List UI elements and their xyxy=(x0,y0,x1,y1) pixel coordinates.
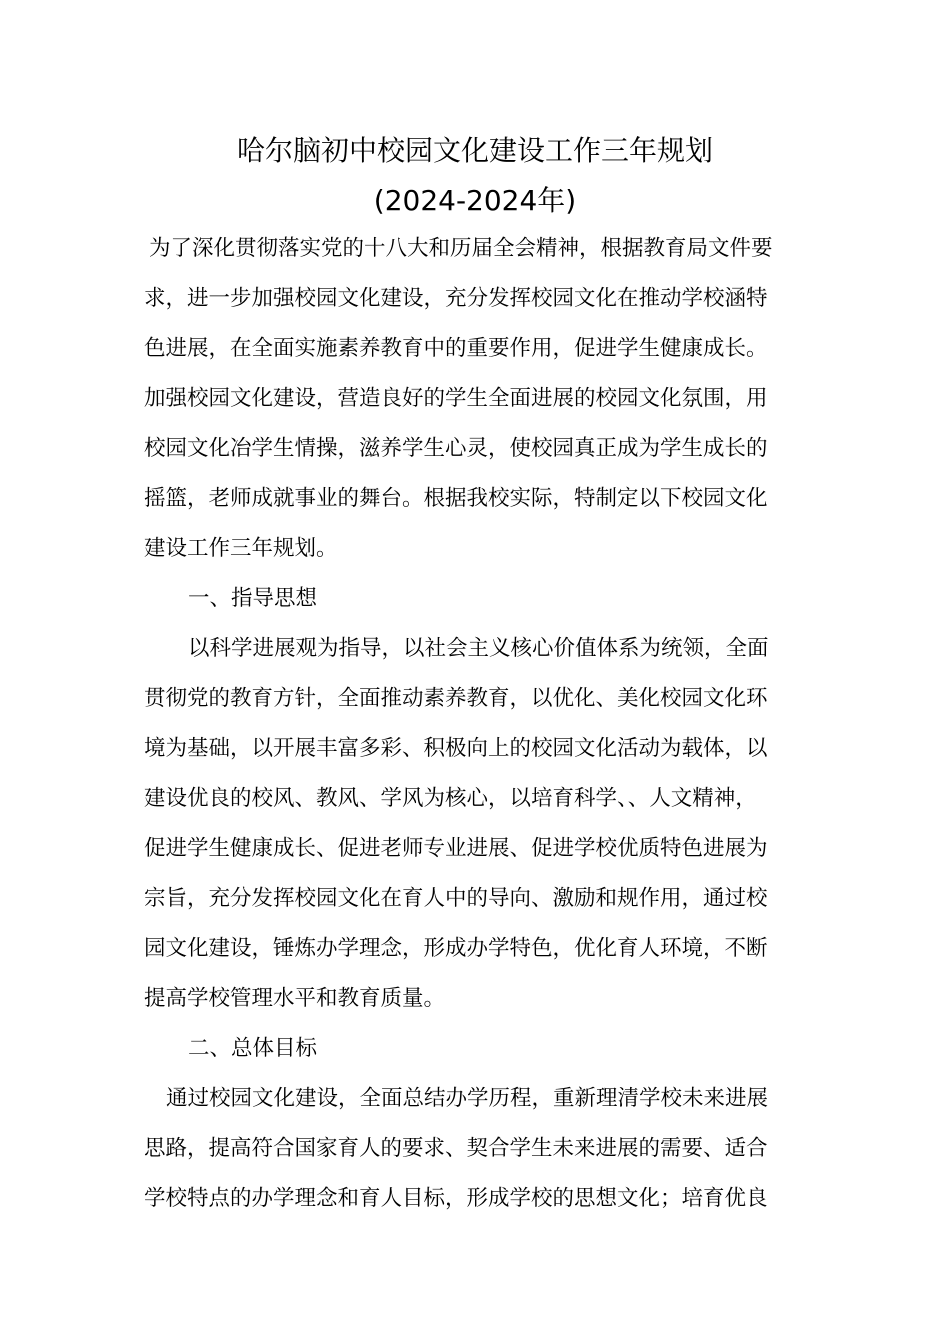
paragraph-1-line-1: 为了深化贯彻落实党的十八大和历届全会精神，根据教育局文件要 xyxy=(149,236,773,261)
paragraph-2-line-8: 提高学校管理水平和教育质量。 xyxy=(144,986,446,1011)
paragraph-3-line-3: 学校特点的办学理念和育人目标，形成学校的思想文化；培育优良 xyxy=(144,1186,768,1211)
section-2-heading: 二、总体目标 xyxy=(188,1036,318,1061)
paragraph-1-line-2: 求，进一步加强校园文化建设，充分发挥校园文化在推动学校涵特 xyxy=(144,286,768,311)
document-title: 哈尔脑初中校园文化建设工作三年规划 xyxy=(236,134,713,167)
paragraph-1-line-3: 色进展，在全面实施素养教育中的重要作用，促进学生健康成长。 xyxy=(144,336,768,361)
section-1-heading: 一、指导思想 xyxy=(188,586,318,611)
paragraph-3-line-2: 思路，提高符合国家育人的要求、契合学生未来进展的需要、适合 xyxy=(144,1136,768,1161)
paragraph-2-line-6: 宗旨，充分发挥校园文化在育人中的导向、激励和规作用，通过校 xyxy=(144,886,768,911)
paragraph-3-line-1: 通过校园文化建设，全面总结办学历程，重新理清学校未来进展 xyxy=(166,1086,769,1111)
paragraph-2-line-7: 园文化建设，锤炼办学理念，形成办学特色，优化育人环境，不断 xyxy=(144,936,768,961)
paragraph-2-line-4: 建设优良的校风、教风、学风为核心，以培育科学、、人文精神， xyxy=(144,786,757,811)
paragraph-1-line-7: 建设工作三年规划。 xyxy=(144,536,338,561)
paragraph-2-line-3: 境为基础，以开展丰富多彩、积极向上的校园文化活动为载体，以 xyxy=(144,736,768,761)
paragraph-2-line-1: 以科学进展观为指导，以社会主义核心价值体系为统领，全面 xyxy=(188,636,769,661)
document-subtitle: (2024-2024年) xyxy=(373,184,577,217)
paragraph-1-line-6: 摇篮，老师成就事业的舞台。根据我校实际，特制定以下校园文化 xyxy=(144,486,768,511)
paragraph-2-line-5: 促进学生健康成长、促进老师专业进展、促进学校优质特色进展为 xyxy=(144,836,768,861)
paragraph-2-line-2: 贯彻党的教育方针，全面推动素养教育，以优化、美化校园文化环 xyxy=(144,686,768,711)
paragraph-1-line-4: 加强校园文化建设，营造良好的学生全面进展的校园文化氛围，用 xyxy=(144,386,768,411)
paragraph-1-line-5: 校园文化冶学生情操，滋养学生心灵，使校园真正成为学生成长的 xyxy=(144,436,768,461)
